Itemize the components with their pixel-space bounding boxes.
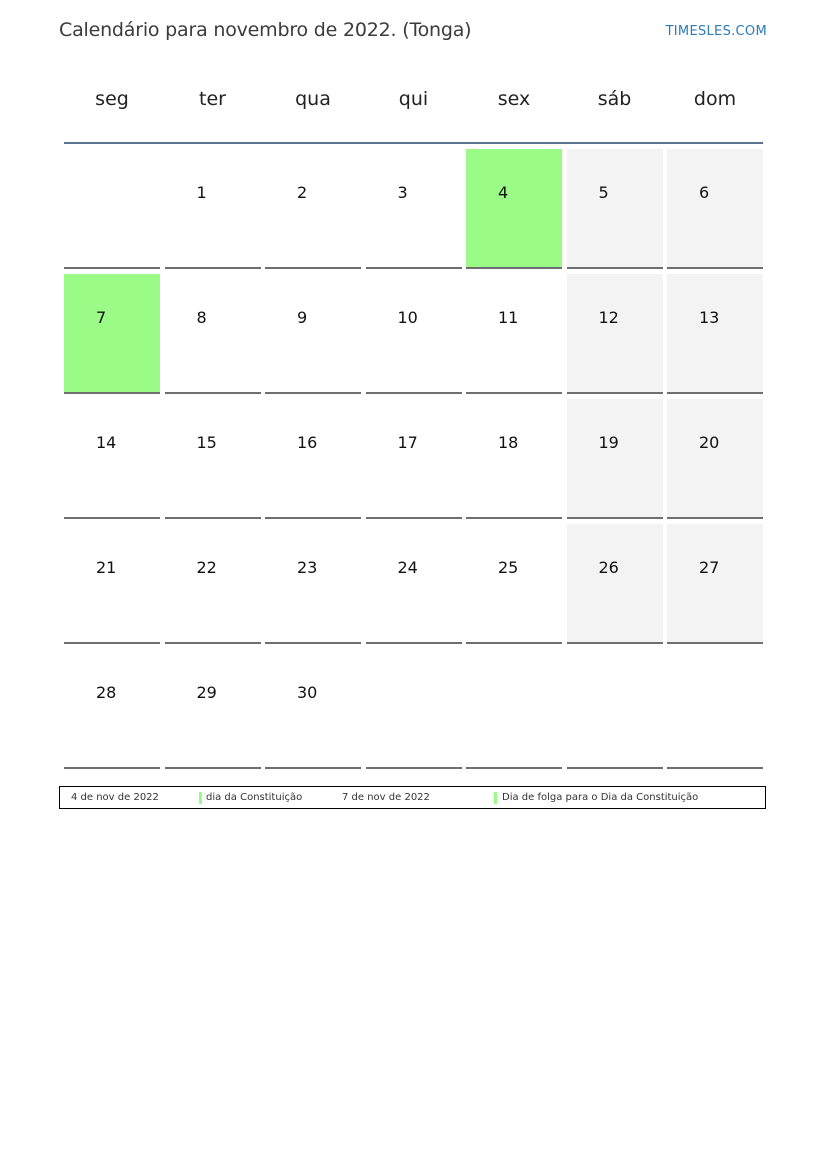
day-cell	[567, 274, 663, 394]
day-cell	[64, 524, 160, 644]
day-number: 24	[397, 558, 418, 577]
day-cell	[466, 149, 562, 269]
day-number: 10	[397, 308, 418, 327]
day-number: 1	[196, 183, 207, 202]
day-number: 14	[96, 433, 117, 452]
day-number: 27	[699, 558, 720, 577]
holiday-legend	[59, 786, 766, 809]
day-cell	[366, 274, 462, 394]
day-cell	[567, 524, 663, 644]
legend-label: Dia de folga para o Dia da Constituição	[502, 792, 699, 803]
day-cell	[265, 399, 361, 519]
day-number: 11	[498, 308, 519, 327]
day-number: 23	[297, 558, 318, 577]
day-number: 4	[498, 183, 509, 202]
brand-link[interactable]: TIMESLES.COM	[665, 24, 767, 39]
day-number: 7	[96, 308, 107, 327]
weekday-label: qui	[398, 88, 429, 110]
day-number: 13	[699, 308, 720, 327]
day-cell	[165, 399, 261, 519]
day-number: 19	[598, 433, 619, 452]
day-cell	[567, 149, 663, 269]
day-number: 29	[196, 683, 217, 702]
day-number: 6	[699, 183, 710, 202]
day-number: 12	[598, 308, 619, 327]
day-number: 2	[297, 183, 308, 202]
legend-label: dia da Constituição	[206, 792, 303, 803]
day-cell	[64, 399, 160, 519]
day-cell	[667, 274, 763, 394]
day-cell	[64, 274, 160, 394]
weekday-header-row	[64, 88, 763, 120]
day-cell	[366, 149, 462, 269]
day-cell	[366, 399, 462, 519]
day-cell	[567, 399, 663, 519]
day-number: 30	[297, 683, 318, 702]
day-number: 9	[297, 308, 308, 327]
day-cell	[667, 149, 763, 269]
empty-day-cell	[64, 149, 160, 269]
day-number: 28	[96, 683, 117, 702]
empty-day-cell	[567, 649, 663, 769]
weekday-label: sáb	[597, 88, 632, 110]
day-cell	[466, 524, 562, 644]
empty-day-cell	[667, 649, 763, 769]
day-cell	[667, 399, 763, 519]
day-cell	[265, 274, 361, 394]
legend-date: 4 de nov de 2022	[71, 792, 159, 803]
day-number: 25	[498, 558, 519, 577]
calendar-grid	[64, 149, 763, 771]
day-number: 15	[196, 433, 217, 452]
day-number: 8	[196, 308, 207, 327]
day-cell	[165, 649, 261, 769]
day-cell	[265, 649, 361, 769]
day-cell	[165, 274, 261, 394]
day-cell	[165, 149, 261, 269]
day-number: 5	[598, 183, 609, 202]
day-number: 16	[297, 433, 318, 452]
holiday-color-marker	[199, 792, 202, 804]
day-cell	[667, 524, 763, 644]
weekday-label: seg	[95, 88, 129, 110]
empty-day-cell	[366, 649, 462, 769]
weekday-label: dom	[693, 88, 737, 110]
empty-day-cell	[466, 649, 562, 769]
day-cell	[165, 524, 261, 644]
day-cell	[466, 399, 562, 519]
day-number: 3	[397, 183, 408, 202]
holiday-color-marker	[494, 792, 497, 804]
legend-date: 7 de nov de 2022	[342, 792, 430, 803]
day-number: 17	[397, 433, 418, 452]
day-cell	[466, 274, 562, 394]
page-title: Calendário para novembro de 2022. (Tonga)	[59, 19, 472, 41]
day-number: 20	[699, 433, 720, 452]
header-divider	[64, 142, 763, 144]
day-cell	[64, 649, 160, 769]
weekday-label: sex	[497, 88, 531, 110]
day-number: 18	[498, 433, 519, 452]
weekday-label: qua	[295, 88, 331, 110]
day-number: 22	[196, 558, 217, 577]
day-cell	[265, 524, 361, 644]
weekday-label: ter	[199, 88, 226, 110]
day-cell	[265, 149, 361, 269]
day-number: 26	[598, 558, 619, 577]
day-number: 21	[96, 558, 117, 577]
day-cell	[366, 524, 462, 644]
